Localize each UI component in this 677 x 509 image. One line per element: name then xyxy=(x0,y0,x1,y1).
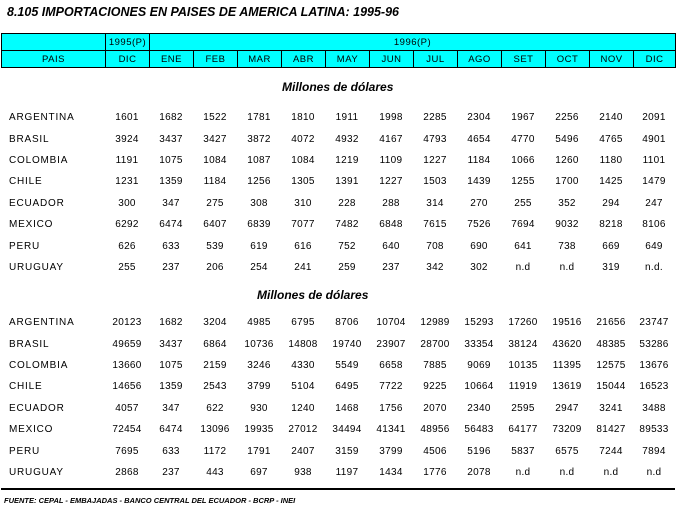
country-cell: BRASIL xyxy=(9,133,50,145)
value-cell: 4901 xyxy=(642,133,666,145)
value-cell: 7885 xyxy=(423,359,447,371)
value-cell: 8218 xyxy=(599,219,623,231)
value-cell: 669 xyxy=(602,240,620,252)
value-cell: 619 xyxy=(250,240,268,252)
value-cell: 237 xyxy=(382,261,400,273)
value-cell: 4770 xyxy=(511,133,535,145)
value-cell: 1260 xyxy=(555,154,579,166)
value-cell: 314 xyxy=(426,197,444,209)
country-cell: MEXICO xyxy=(9,424,54,436)
value-cell: 16523 xyxy=(639,381,669,393)
country-cell: CHILE xyxy=(9,176,43,188)
value-cell: 1998 xyxy=(379,112,403,124)
value-cell: 4765 xyxy=(599,133,623,145)
value-cell: 2256 xyxy=(555,112,579,124)
value-cell: 228 xyxy=(338,197,356,209)
value-cell: 1084 xyxy=(203,154,227,166)
value-cell: 2304 xyxy=(467,112,491,124)
value-cell: 690 xyxy=(470,240,488,252)
value-cell: 48385 xyxy=(596,338,626,350)
value-cell: 1359 xyxy=(159,176,183,188)
value-cell: 1227 xyxy=(423,154,447,166)
value-cell: 17260 xyxy=(508,317,538,329)
table-title: 8.105 IMPORTACIONES EN PAISES DE AMERICA LATINA: 1995-96 xyxy=(7,5,399,19)
value-cell: 241 xyxy=(294,261,312,273)
table-row xyxy=(1,355,675,376)
value-cell: 20123 xyxy=(112,317,142,329)
value-cell: 9069 xyxy=(467,359,491,371)
value-cell: 254 xyxy=(250,261,268,273)
value-cell: 1468 xyxy=(335,402,359,414)
table-row xyxy=(1,440,675,461)
value-cell: 19516 xyxy=(552,317,582,329)
value-cell: 4330 xyxy=(291,359,315,371)
value-cell: 6407 xyxy=(203,219,227,231)
value-cell: 352 xyxy=(558,197,576,209)
value-cell: n.d xyxy=(603,466,619,478)
value-cell: 34494 xyxy=(332,424,362,436)
value-cell: 11395 xyxy=(552,359,582,371)
value-cell: 4932 xyxy=(335,133,359,145)
value-cell: 6839 xyxy=(247,219,271,231)
month-header: ENE xyxy=(150,51,194,68)
value-cell: 1231 xyxy=(115,176,139,188)
table-row xyxy=(1,171,675,192)
value-cell: 2407 xyxy=(291,445,315,457)
value-cell: 1425 xyxy=(599,176,623,188)
value-cell: 1197 xyxy=(335,466,359,478)
value-cell: 7894 xyxy=(642,445,666,457)
value-cell: 72454 xyxy=(112,424,142,436)
value-cell: 270 xyxy=(470,197,488,209)
pais-header-top xyxy=(2,34,106,51)
value-cell: 7244 xyxy=(599,445,623,457)
value-cell: 275 xyxy=(206,197,224,209)
pais-header: PAIS xyxy=(2,51,106,68)
value-cell: 1172 xyxy=(203,445,227,457)
section2-title: Millones de dólares xyxy=(257,288,369,302)
value-cell: 626 xyxy=(118,240,136,252)
value-cell: 938 xyxy=(294,466,312,478)
value-cell: 6495 xyxy=(335,381,359,393)
country-cell: BRASIL xyxy=(9,338,50,350)
value-cell: 6658 xyxy=(379,359,403,371)
value-cell: 21656 xyxy=(596,317,626,329)
value-cell: 28700 xyxy=(420,338,450,350)
value-cell: 8706 xyxy=(335,317,359,329)
value-cell: 1256 xyxy=(247,176,271,188)
country-cell: PERU xyxy=(9,445,40,457)
value-cell: 7694 xyxy=(511,219,535,231)
table-row xyxy=(1,398,675,419)
value-cell: 1180 xyxy=(599,154,623,166)
month-header: DIC xyxy=(106,51,150,68)
value-cell: 259 xyxy=(338,261,356,273)
value-cell: 1601 xyxy=(115,112,139,124)
value-cell: 1503 xyxy=(423,176,447,188)
value-cell: 1911 xyxy=(335,112,359,124)
value-cell: 3246 xyxy=(247,359,271,371)
country-cell: PERU xyxy=(9,240,40,252)
value-cell: 206 xyxy=(206,261,224,273)
value-cell: 2078 xyxy=(467,466,491,478)
value-cell: 13676 xyxy=(639,359,669,371)
value-cell: 7526 xyxy=(467,219,491,231)
value-cell: 1791 xyxy=(247,445,271,457)
month-header: MAR xyxy=(238,51,282,68)
value-cell: 1227 xyxy=(379,176,403,188)
value-cell: 6292 xyxy=(115,219,139,231)
value-cell: 14656 xyxy=(112,381,142,393)
section1-title: Millones de dólares xyxy=(282,80,394,94)
value-cell: 9032 xyxy=(555,219,579,231)
value-cell: 10704 xyxy=(376,317,406,329)
value-cell: 12989 xyxy=(420,317,450,329)
value-cell: 64177 xyxy=(508,424,538,436)
value-cell: 1967 xyxy=(511,112,535,124)
value-cell: 649 xyxy=(645,240,663,252)
value-cell: 3872 xyxy=(247,133,271,145)
value-cell: 19935 xyxy=(244,424,274,436)
value-cell: 81427 xyxy=(596,424,626,436)
value-cell: 930 xyxy=(250,402,268,414)
value-cell: 13660 xyxy=(112,359,142,371)
value-cell: 1682 xyxy=(159,112,183,124)
section1-table xyxy=(1,107,675,278)
value-cell: 6575 xyxy=(555,445,579,457)
table-row xyxy=(1,150,675,171)
value-cell: 9225 xyxy=(423,381,447,393)
value-cell: 89533 xyxy=(639,424,669,436)
value-cell: 4167 xyxy=(379,133,403,145)
value-cell: 3437 xyxy=(159,338,183,350)
year-1996-header: 1996(P) xyxy=(150,34,676,51)
value-cell: 633 xyxy=(162,240,180,252)
value-cell: 1219 xyxy=(335,154,359,166)
value-cell: 1522 xyxy=(203,112,227,124)
value-cell: 2285 xyxy=(423,112,447,124)
country-cell: URUGUAY xyxy=(9,261,64,273)
country-cell: COLOMBIA xyxy=(9,154,69,166)
value-cell: 7077 xyxy=(291,219,315,231)
month-header: OCT xyxy=(546,51,590,68)
table-row xyxy=(1,193,675,214)
value-cell: 7615 xyxy=(423,219,447,231)
country-cell: URUGUAY xyxy=(9,466,64,478)
month-header: FEB xyxy=(194,51,238,68)
value-cell: 1781 xyxy=(247,112,271,124)
value-cell: 10135 xyxy=(508,359,538,371)
value-cell: 23747 xyxy=(639,317,669,329)
value-cell: 752 xyxy=(338,240,356,252)
month-header: JUL xyxy=(414,51,458,68)
value-cell: 1084 xyxy=(291,154,315,166)
source-footer: FUENTE: CEPAL - EMBAJADAS - BANCO CENTRAL DEL ECUADOR - BCRP - INEI xyxy=(4,496,296,505)
value-cell: 302 xyxy=(470,261,488,273)
value-cell: 10736 xyxy=(244,338,274,350)
value-cell: 1184 xyxy=(467,154,491,166)
value-cell: 4057 xyxy=(115,402,139,414)
value-cell: 1434 xyxy=(379,466,403,478)
month-header: SET xyxy=(502,51,546,68)
value-cell: 4506 xyxy=(423,445,447,457)
country-cell: MEXICO xyxy=(9,219,54,231)
value-cell: 8106 xyxy=(642,219,666,231)
table-row xyxy=(1,312,675,333)
value-cell: 5196 xyxy=(467,445,491,457)
value-cell: 1075 xyxy=(159,154,183,166)
value-cell: 49659 xyxy=(112,338,142,350)
table-row xyxy=(1,214,675,235)
value-cell: 247 xyxy=(645,197,663,209)
value-cell: 288 xyxy=(382,197,400,209)
table-row xyxy=(1,419,675,440)
value-cell: 3799 xyxy=(379,445,403,457)
table-row xyxy=(1,257,675,278)
value-cell: n.d xyxy=(559,261,575,273)
value-cell: n.d xyxy=(559,466,575,478)
table-row xyxy=(1,462,675,483)
value-cell: 2947 xyxy=(555,402,579,414)
value-cell: 3799 xyxy=(247,381,271,393)
value-cell: 6848 xyxy=(379,219,403,231)
value-cell: 300 xyxy=(118,197,136,209)
country-cell: COLOMBIA xyxy=(9,359,69,371)
country-cell: CHILE xyxy=(9,381,43,393)
month-header: JUN xyxy=(370,51,414,68)
value-cell: 3488 xyxy=(642,402,666,414)
value-cell: 342 xyxy=(426,261,444,273)
value-cell: 708 xyxy=(426,240,444,252)
value-cell: 73209 xyxy=(552,424,582,436)
value-cell: 11919 xyxy=(508,381,538,393)
value-cell: 3437 xyxy=(159,133,183,145)
value-cell: 294 xyxy=(602,197,620,209)
value-cell: 616 xyxy=(294,240,312,252)
value-cell: 3924 xyxy=(115,133,139,145)
value-cell: 56483 xyxy=(464,424,494,436)
month-header: DIC xyxy=(634,51,676,68)
section2-table xyxy=(1,312,675,483)
value-cell: n.d xyxy=(515,261,531,273)
value-cell: 27012 xyxy=(288,424,318,436)
value-cell: 15293 xyxy=(464,317,494,329)
value-cell: 622 xyxy=(206,402,224,414)
value-cell: 6795 xyxy=(291,317,315,329)
value-cell: 1810 xyxy=(291,112,315,124)
value-cell: n.d. xyxy=(645,261,663,273)
value-cell: 255 xyxy=(514,197,532,209)
table-row xyxy=(1,376,675,397)
year-1995-header: 1995(P) xyxy=(106,34,150,51)
value-cell: 3241 xyxy=(599,402,623,414)
value-cell: 5496 xyxy=(555,133,579,145)
value-cell: 1240 xyxy=(291,402,315,414)
value-cell: 319 xyxy=(602,261,620,273)
value-cell: 255 xyxy=(118,261,136,273)
value-cell: 1075 xyxy=(159,359,183,371)
value-cell: 443 xyxy=(206,466,224,478)
value-cell: 7695 xyxy=(115,445,139,457)
value-cell: 5837 xyxy=(511,445,535,457)
column-header xyxy=(1,33,676,68)
value-cell: 4793 xyxy=(423,133,447,145)
value-cell: 641 xyxy=(514,240,532,252)
value-cell: 1255 xyxy=(511,176,535,188)
value-cell: 3159 xyxy=(335,445,359,457)
value-cell: 1109 xyxy=(379,154,403,166)
value-cell: 347 xyxy=(162,197,180,209)
value-cell: 14808 xyxy=(288,338,318,350)
value-cell: 4072 xyxy=(291,133,315,145)
table-row xyxy=(1,107,675,128)
value-cell: 1391 xyxy=(335,176,359,188)
value-cell: 237 xyxy=(162,261,180,273)
value-cell: 1101 xyxy=(642,154,666,166)
month-header: ABR xyxy=(282,51,326,68)
value-cell: 4985 xyxy=(247,317,271,329)
value-cell: 2070 xyxy=(423,402,447,414)
country-cell: ARGENTINA xyxy=(9,317,75,329)
value-cell: 1700 xyxy=(555,176,579,188)
value-cell: 33354 xyxy=(464,338,494,350)
value-cell: n.d xyxy=(515,466,531,478)
value-cell: 640 xyxy=(382,240,400,252)
value-cell: 633 xyxy=(162,445,180,457)
value-cell: 3204 xyxy=(203,317,227,329)
value-cell: 23907 xyxy=(376,338,406,350)
value-cell: 347 xyxy=(162,402,180,414)
value-cell: 738 xyxy=(558,240,576,252)
value-cell: 6864 xyxy=(203,338,227,350)
value-cell: 43620 xyxy=(552,338,582,350)
value-cell: 1066 xyxy=(511,154,535,166)
value-cell: 2091 xyxy=(642,112,666,124)
country-cell: ECUADOR xyxy=(9,402,65,414)
value-cell: 15044 xyxy=(596,381,626,393)
table-row xyxy=(1,235,675,256)
value-cell: 6474 xyxy=(159,219,183,231)
value-cell: 1087 xyxy=(247,154,271,166)
value-cell: n.d xyxy=(646,466,662,478)
value-cell: 7482 xyxy=(335,219,359,231)
value-cell: 3427 xyxy=(203,133,227,145)
value-cell: 237 xyxy=(162,466,180,478)
country-cell: ECUADOR xyxy=(9,197,65,209)
month-header: NOV xyxy=(590,51,634,68)
value-cell: 5549 xyxy=(335,359,359,371)
value-cell: 7722 xyxy=(379,381,403,393)
value-cell: 13096 xyxy=(200,424,230,436)
value-cell: 1479 xyxy=(642,176,666,188)
value-cell: 12575 xyxy=(596,359,626,371)
value-cell: 2868 xyxy=(115,466,139,478)
value-cell: 4654 xyxy=(467,133,491,145)
value-cell: 53286 xyxy=(639,338,669,350)
value-cell: 310 xyxy=(294,197,312,209)
value-cell: 10664 xyxy=(464,381,494,393)
value-cell: 1682 xyxy=(159,317,183,329)
table-row xyxy=(1,333,675,354)
table-row xyxy=(1,128,675,149)
value-cell: 2543 xyxy=(203,381,227,393)
value-cell: 38124 xyxy=(508,338,538,350)
value-cell: 1776 xyxy=(423,466,447,478)
value-cell: 1305 xyxy=(291,176,315,188)
value-cell: 13619 xyxy=(552,381,582,393)
value-cell: 2140 xyxy=(599,112,623,124)
value-cell: 697 xyxy=(250,466,268,478)
value-cell: 41341 xyxy=(376,424,406,436)
value-cell: 2340 xyxy=(467,402,491,414)
month-header: AGO xyxy=(458,51,502,68)
bottom-divider xyxy=(1,488,675,490)
value-cell: 1439 xyxy=(467,176,491,188)
value-cell: 308 xyxy=(250,197,268,209)
value-cell: 1359 xyxy=(159,381,183,393)
value-cell: 1756 xyxy=(379,402,403,414)
value-cell: 5104 xyxy=(291,381,315,393)
value-cell: 2595 xyxy=(511,402,535,414)
value-cell: 48956 xyxy=(420,424,450,436)
value-cell: 2159 xyxy=(203,359,227,371)
value-cell: 1184 xyxy=(203,176,227,188)
value-cell: 6474 xyxy=(159,424,183,436)
month-header: MAY xyxy=(326,51,370,68)
value-cell: 539 xyxy=(206,240,224,252)
value-cell: 19740 xyxy=(332,338,362,350)
value-cell: 1191 xyxy=(115,154,139,166)
country-cell: ARGENTINA xyxy=(9,112,75,124)
